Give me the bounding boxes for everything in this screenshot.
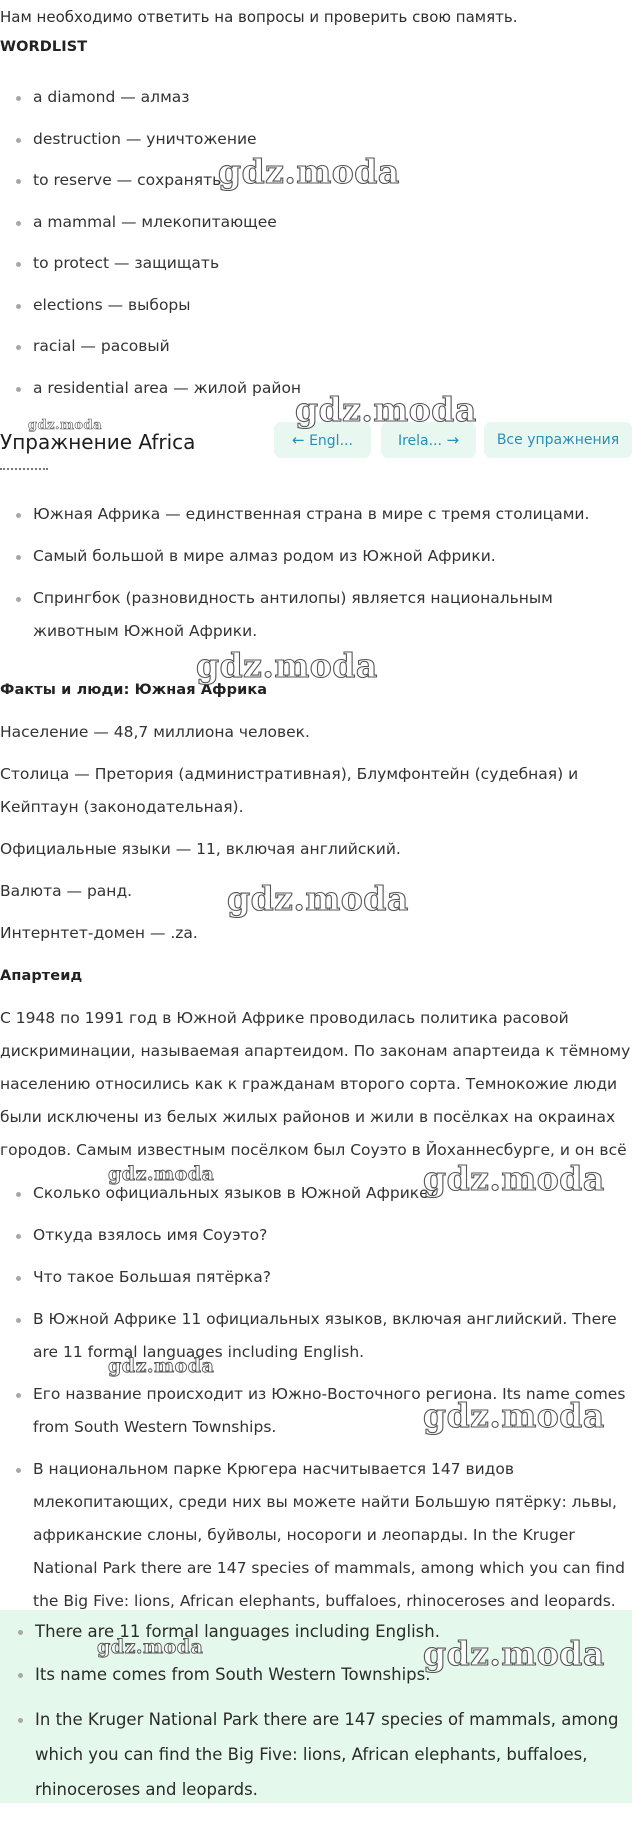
- watermark: gdz.moda: [97, 1636, 204, 1658]
- fact-domain: Интернтет-домен — .za.: [0, 924, 198, 942]
- list-item: Что такое Большая пятёрка?: [0, 1261, 632, 1294]
- questions-list: [0, 1177, 632, 1627]
- wordlist-item: a diamond — алмаз: [0, 78, 632, 120]
- prev-exercise-button[interactable]: [274, 422, 371, 458]
- next-exercise-label: Irela...: [397, 433, 442, 449]
- watermark: gdz.moda: [196, 646, 378, 685]
- watermark: gdz.moda: [108, 1355, 215, 1377]
- watermark: gdz.moda: [28, 418, 103, 433]
- exercise-title: Упражнение Africa: [0, 430, 196, 454]
- watermark: gdz.moda: [108, 1163, 215, 1185]
- intro-text: Нам необходимо ответить на вопросы и проверить свою память.: [0, 8, 518, 26]
- africa-facts-list: [0, 498, 632, 657]
- wordlist-item: to reserve — сохранять: [0, 161, 632, 203]
- fact-capital: Столица — Претория (административная), Блумфонтейн (судебная) и Кейптаун (законодательная).: [0, 765, 579, 816]
- fact-population: Население — 48,7 миллиона человек.: [0, 723, 310, 741]
- wordlist-item: elections — выборы: [0, 286, 632, 328]
- facts-heading: Факты и люди: Южная Африка: [0, 682, 268, 698]
- answers-block: [0, 1610, 632, 1803]
- wordlist-item: destruction — уничтожение: [0, 120, 632, 162]
- list-item: Южная Африка — единственная страна в мире с тремя столицами.: [0, 498, 632, 531]
- fact-currency: Валюта — ранд.: [0, 882, 133, 900]
- answer-item: Its name comes from South Western Townships.: [0, 1657, 632, 1692]
- clipped-text-fragment: [0, 466, 120, 472]
- wordlist-item: a residential area — жилой район: [0, 369, 632, 411]
- watermark: gdz.moda: [218, 152, 400, 191]
- next-exercise-button[interactable]: [381, 422, 476, 458]
- prev-exercise-label: Engl...: [309, 433, 353, 449]
- list-item: Сколько официальных языков в Южной Африке?: [0, 1177, 632, 1210]
- list-item: В Южной Африке 11 официальных языков, включая английский. There are 11 formal languages including English.: [0, 1303, 632, 1369]
- answer-item: There are 11 formal languages including English.: [0, 1614, 632, 1649]
- all-exercises-button[interactable]: Все упражнения: [484, 422, 632, 458]
- list-item: Его название происходит из Южно-Восточного региона. Its name comes from South Western Townships.: [0, 1378, 632, 1444]
- watermark: gdz.moda: [423, 1634, 605, 1673]
- watermark: gdz.moda: [227, 879, 409, 918]
- apartheid-heading: Апартеид: [0, 968, 83, 984]
- watermark: gdz.moda: [423, 1159, 605, 1198]
- list-item: Откуда взялось имя Соуэто?: [0, 1219, 632, 1252]
- answers-list: [0, 1614, 632, 1807]
- apartheid-text: С 1948 по 1991 год в Южной Африке проводилась политика расовой дискриминации, называемая апартеидом. По законам апартеида к тёмному населению относились как к гражданам второго сорта. Темнокожие люди были исключены из белых жилых районов и жили в посёлках на окраинах городов. Самым известным посёлком был Соуэто в Йоханнесбурге, и он всё: [0, 1009, 631, 1159]
- wordlist: [0, 78, 632, 410]
- wordlist-heading: WORDLIST: [0, 39, 88, 55]
- wordlist-item: racial — расовый: [0, 327, 632, 369]
- arrow-left-icon: ←: [292, 431, 305, 449]
- answer-item: In the Kruger National Park there are 147 species of mammals, among which you can find the Big Five: lions, African elephants, buffaloes, rhinoceroses and leopards.: [0, 1702, 632, 1807]
- arrow-right-icon: →: [446, 431, 460, 449]
- watermark: gdz.moda: [423, 1396, 605, 1435]
- fact-languages: Официальные языки — 11, включая английский.: [0, 840, 401, 858]
- exercise-nav-bar: [0, 420, 632, 464]
- list-item: В национальном парке Крюгера насчитывается 147 видов млекопитающих, среди них вы можете найти Большую пятёрку: львы, африканские слоны, буйволы, носороги и леопарды. In the Kruger National Park there are 147 species of mammals, among which you can find the Big Five: lions, African elephants, buffaloes, rhinoceroses and leopards.: [0, 1453, 632, 1618]
- list-item: Самый большой в мире алмаз родом из Южной Африки.: [0, 540, 632, 573]
- list-item: Спрингбок (разновидность антилопы) является национальным животным Южной Африки.: [0, 582, 632, 648]
- watermark: gdz.moda: [295, 390, 477, 429]
- wordlist-item: a mammal — млекопитающее: [0, 203, 632, 245]
- wordlist-item: to protect — защищать: [0, 244, 632, 286]
